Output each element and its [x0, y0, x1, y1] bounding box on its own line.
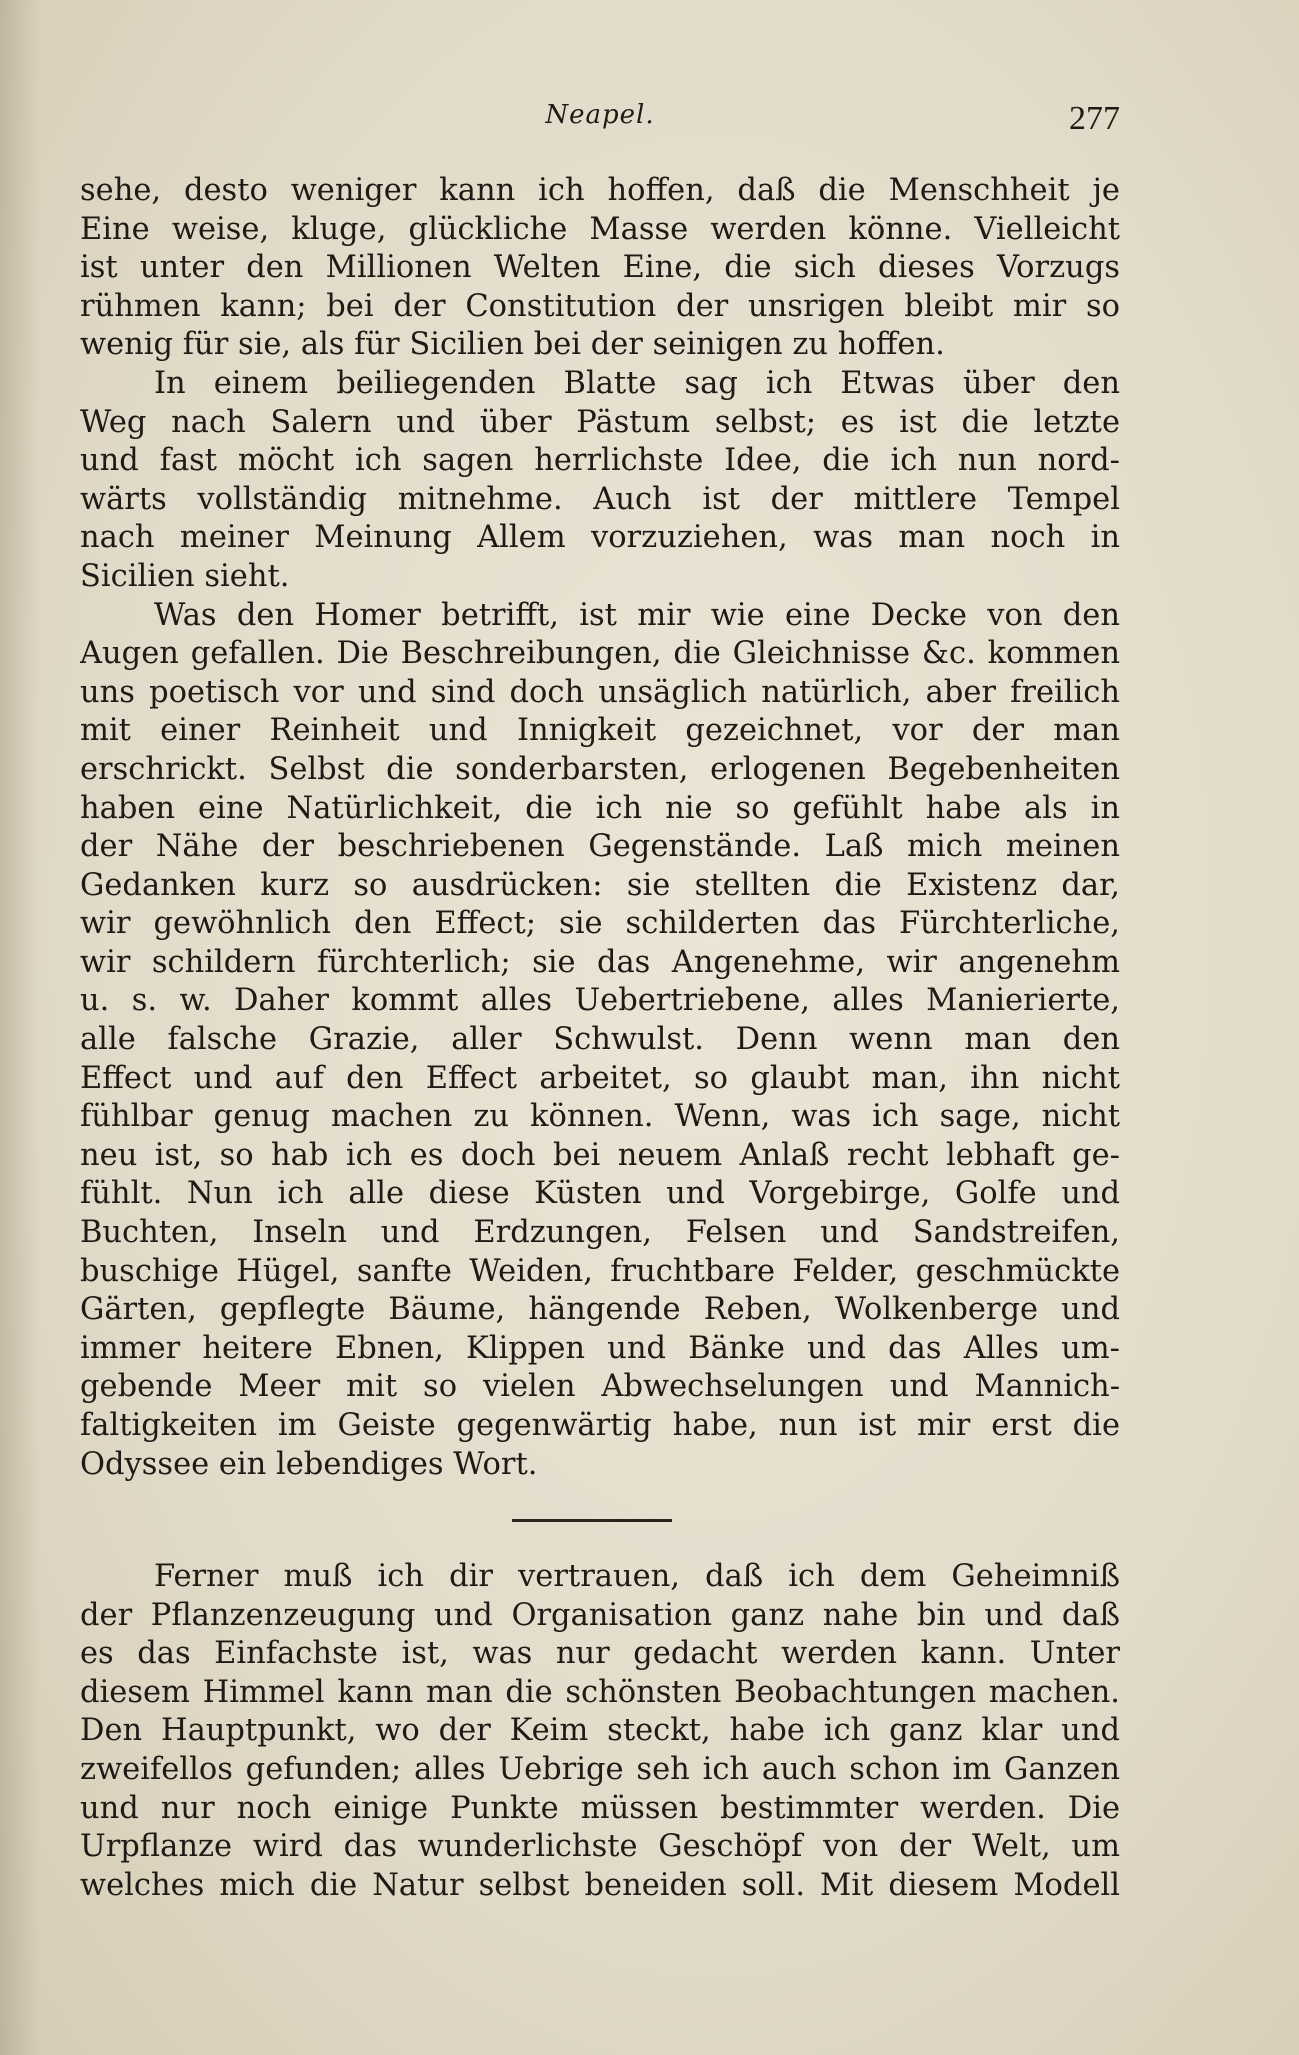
text-line: Odyssee ein lebendiges Wort.	[80, 1446, 538, 1482]
text-line: buschige Hügel, sanfte Weiden, fruchtbare Felder, geschmückte	[80, 1253, 1120, 1289]
text-line: Eine weise, kluge, glückliche Masse werden könne. Vielleicht	[80, 211, 1120, 247]
text-line: neu ist, so hab ich es doch bei neuem Anlaß recht lebhaft ge-	[80, 1137, 1120, 1173]
text-line: welches mich die Natur selbst beneiden soll. Mit diesem Modell	[80, 1867, 1120, 1903]
text-line: mit einer Reinheit und Innigkeit gezeichnet, vor der man	[80, 713, 1120, 749]
text-line: Ferner muß ich dir vertrauen, daß ich dem Geheimniß	[154, 1559, 1120, 1594]
text-line: alle falsche Grazie, aller Schwulst. Denn wenn man den	[80, 1022, 1120, 1058]
text-line: Gedanken kurz so ausdrücken: sie stellten die Existenz dar,	[80, 867, 1120, 903]
text-line: gebende Meer mit so vielen Abwechselungen und Mannich-	[80, 1369, 1120, 1405]
text-line: und fast möcht ich sagen herrlichste Idee, die ich nun nord-	[80, 443, 1120, 479]
page-fold-shadow	[0, 0, 40, 2055]
text-line: haben eine Natürlichkeit, die ich nie so gefühlt habe als in	[80, 790, 1120, 826]
text-line: uns poetisch vor und sind doch unsäglich natürlich, aber freilich	[80, 674, 1120, 710]
page-number: 277	[1069, 100, 1120, 137]
text-line: Sicilien sieht.	[80, 558, 290, 594]
text-line: wenig für sie, als für Sicilien bei der seinigen zu hoffen.	[80, 327, 945, 363]
text-line: der Pflanzenzeugung und Organisation ganz nahe bin und daß	[80, 1597, 1120, 1633]
text-line: Buchten, Inseln und Erdzungen, Felsen und Sandstreifen,	[80, 1215, 1120, 1251]
text-line: es das Einfachste ist, was nur gedacht werden kann. Unter	[80, 1636, 1120, 1672]
text-line: u. s. w. Daher kommt alles Uebertriebene, alles Manierierte,	[80, 983, 1120, 1019]
text-line: rühmen kann; bei der Constitution der unsrigen bleibt mir so	[80, 288, 1120, 324]
section-divider	[512, 1519, 672, 1522]
text-line: Was den Homer betrifft, ist mir wie eine Decke von den	[154, 597, 1120, 633]
main-text	[80, 172, 1120, 1484]
text-line: nach meiner Meinung Allem vorzuziehen, was man noch in	[80, 520, 1120, 556]
text-line: wir gewöhnlich den Effect; sie schilderten das Fürchterliche,	[80, 906, 1120, 942]
text-line: und nur noch einige Punkte müssen bestimmter werden. Die	[80, 1790, 1120, 1826]
text-line: fühlbar genug machen zu können. Wenn, was ich sage, nicht	[80, 1099, 1120, 1135]
text-line: In einem beiliegenden Blatte sag ich Etwas über den	[154, 365, 1120, 401]
text-line: faltigkeiten im Geiste gegenwärtig habe, nun ist mir erst die	[80, 1408, 1120, 1443]
text-line: ist unter den Millionen Welten Eine, die sich dieses Vorzugs	[80, 250, 1120, 286]
text-line: Urpflanze wird das wunderlichste Geschöpf von der Welt, um	[80, 1829, 1120, 1865]
text-line: der Nähe der beschriebenen Gegenstände. Laß mich meinen	[80, 829, 1120, 865]
text-line: Den Hauptpunkt, wo der Keim steckt, habe ich ganz klar und	[80, 1713, 1120, 1749]
text-line: Weg nach Salern und über Pästum selbst; es ist die letzte	[80, 404, 1120, 440]
running-head: Neapel.	[545, 100, 655, 130]
text-line: sehe, desto weniger kann ich hoffen, daß die Menschheit je	[80, 173, 1120, 208]
second-section-text	[80, 1558, 1120, 1905]
text-line: erschrickt. Selbst die sonderbarsten, erlogenen Begebenheiten	[80, 751, 1120, 787]
text-line: zweifellos gefunden; alles Uebrige seh ich auch schon im Ganzen	[80, 1751, 1120, 1787]
text-line: fühlt. Nun ich alle diese Küsten und Vorgebirge, Golfe und	[80, 1176, 1120, 1212]
text-line: Effect und auf den Effect arbeitet, so glaubt man, ihn nicht	[80, 1060, 1120, 1096]
text-line: Augen gefallen. Die Beschreibungen, die Gleichnisse &c. kommen	[80, 636, 1120, 672]
page-header	[80, 96, 1120, 146]
text-line: Gärten, gepflegte Bäume, hängende Reben, Wolkenberge und	[80, 1292, 1120, 1328]
text-line: diesem Himmel kann man die schönsten Beobachtungen machen.	[80, 1674, 1120, 1710]
text-line: wir schildern fürchterlich; sie das Angenehme, wir angenehm	[80, 944, 1120, 980]
text-line: immer heitere Ebnen, Klippen und Bänke und das Alles um-	[80, 1330, 1120, 1366]
text-line: wärts vollständig mitnehme. Auch ist der mittlere Tempel	[80, 481, 1120, 517]
